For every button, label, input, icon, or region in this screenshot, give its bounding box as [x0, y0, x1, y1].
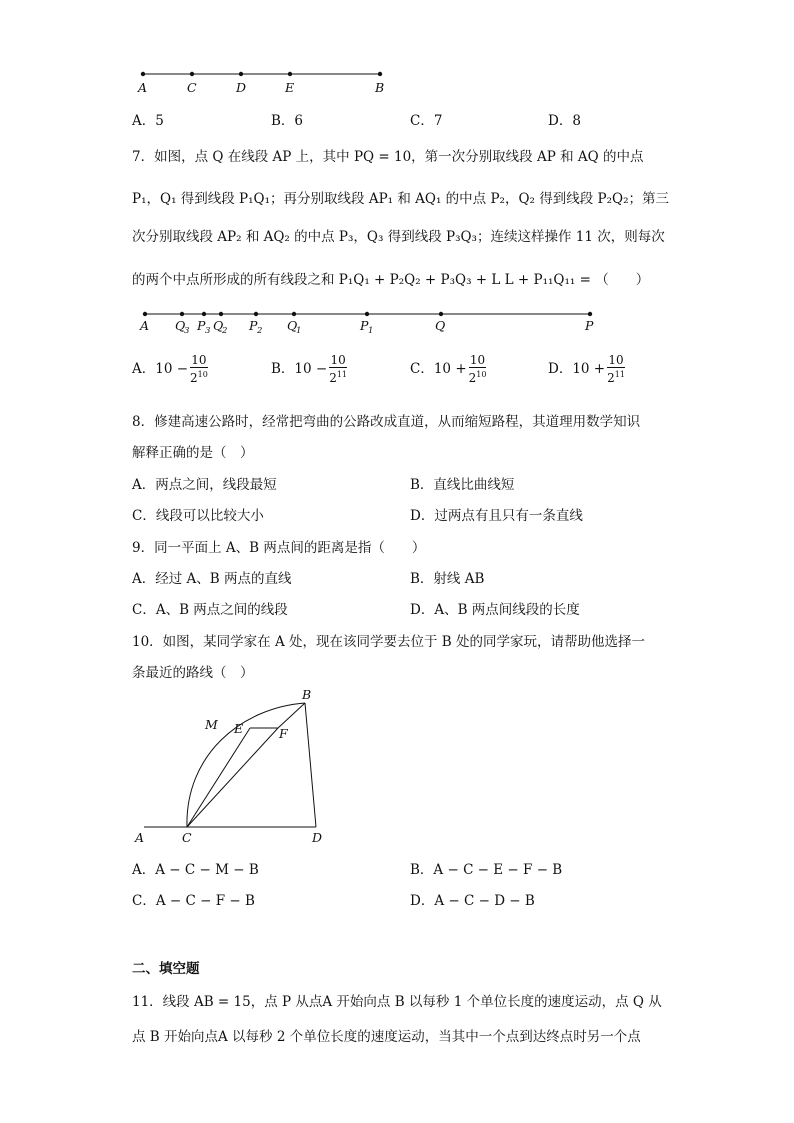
q10-option-d[interactable]: D．A − C − D − B [410, 893, 535, 909]
point-label-c: C [187, 80, 197, 95]
option-letter: D． [548, 361, 573, 377]
fraction-exponent: 11 [614, 370, 625, 379]
fraction-denominator: 2 [190, 371, 198, 385]
q7-label-p1: P [360, 318, 369, 333]
option-base: 10 − [294, 361, 328, 377]
q7-label-p2: P [249, 318, 258, 333]
fraction-denominator: 2 [468, 371, 477, 385]
q10-label-d: D [312, 830, 323, 845]
q6-option-d[interactable]: D．8 [548, 113, 581, 129]
option-letter: C． [410, 361, 434, 377]
q9-option-c[interactable]: C．A、B 两点之间的线段 [132, 602, 288, 618]
q7-option-a[interactable] [132, 354, 208, 385]
fraction [329, 354, 347, 385]
fraction-numerator: 10 [191, 353, 207, 367]
option-base: 10 − [155, 361, 189, 377]
fraction-exponent: 10 [197, 370, 208, 379]
option-base: 10 + [433, 361, 467, 377]
q8-option-a[interactable]: A．两点之间，线段最短 [132, 477, 277, 493]
q7-stem-line4: 的两个中点所形成的所有线段之和 P₁Q₁ + P₂Q₂ + P₃Q₃ + L L + P₁₁Q₁₁ = （ ） [132, 272, 650, 288]
q7-label-q3: Q [175, 318, 186, 333]
fraction-numerator: 10 [330, 353, 346, 367]
q9-option-b[interactable]: B．射线 AB [410, 571, 485, 587]
q9-stem-line1: 9．同一平面上 A、B 两点间的距离是指（ ） [132, 540, 426, 556]
q8-stem-line1: 8．修建高速公路时，经常把弯曲的公路改成直道，从而缩短路程，其道理用数学知识 [132, 414, 641, 430]
q7-stem-line2: P₁，Q₁ 得到线段 P₁Q₁；再分别取线段 AP₁ 和 AQ₁ 的中点 P₂，Q₂ 得到线段 P₂Q₂；第三 [132, 191, 669, 207]
fraction-denominator: 2 [607, 371, 615, 385]
q7-label-q: Q [435, 318, 446, 333]
q8-option-b[interactable]: B．直线比曲线短 [410, 477, 515, 493]
q10-label-f: F [279, 726, 288, 741]
q10-option-c[interactable]: C．A − C − F − B [132, 893, 255, 909]
q9-option-a[interactable]: A．经过 A、B 两点的直线 [132, 571, 292, 587]
point-label-a: A [138, 80, 148, 95]
q10-label-b: B [302, 687, 312, 702]
q7-label-q1-sub: 1 [296, 326, 302, 336]
q8-stem-line2: 解释正确的是（ ） [132, 445, 254, 461]
q10-label-c: C [182, 830, 192, 845]
q10-label-m: M [205, 717, 218, 732]
q7-label-q3-sub: 3 [184, 326, 190, 336]
fraction-exponent: 10 [476, 370, 487, 379]
option-letter: B． [271, 361, 295, 377]
section-title-fill-in: 二、填空题 [132, 961, 200, 977]
q6-segment-figure [130, 62, 400, 98]
point-label-d: D [236, 80, 247, 95]
q9-option-d[interactable]: D．A、B 两点间线段的长度 [410, 602, 580, 618]
point-label-e: E [285, 80, 295, 95]
q7-label-p3-sub: 3 [205, 326, 211, 336]
q6-option-c[interactable]: C．7 [410, 113, 443, 129]
option-letter: A． [132, 361, 156, 377]
q10-label-a: A [135, 830, 145, 845]
fraction-numerator: 10 [608, 353, 624, 367]
q10-option-b[interactable]: B．A − C − E − F − B [410, 862, 563, 878]
q7-label-q2-sub: 2 [222, 326, 228, 336]
option-base: 10 + [572, 361, 606, 377]
fraction [469, 354, 487, 385]
q7-stem-line1: 7．如图，点 Q 在线段 AP 上，其中 PQ = 10，第一次分别取线段 AP 和 AQ 的中点 [132, 149, 644, 165]
fraction-exponent: 11 [336, 370, 348, 379]
q7-option-c[interactable] [410, 354, 486, 385]
q7-label-a: A [140, 318, 150, 333]
q10-option-a[interactable]: A．A − C − M − B [132, 862, 259, 878]
q6-option-a[interactable]: A．5 [132, 113, 164, 129]
q11-stem-line2: 点 B 开始向点A 以每秒 2 个单位长度的速度运动，当其中一个点到达终点时另一个点 [132, 1029, 641, 1045]
q6-option-b[interactable]: B．6 [271, 113, 304, 129]
q7-option-d[interactable] [548, 354, 625, 385]
q7-label-p: P [585, 318, 594, 333]
q8-option-c[interactable]: C．线段可以比较大小 [132, 508, 264, 524]
q7-label-q1: Q [287, 318, 298, 333]
q7-stem-line3: 次分别取线段 AP₂ 和 AQ₂ 的中点 P₃，Q₃ 得到线段 P₃Q₃；连续这样操作 11 次，则每次 [132, 229, 665, 245]
q10-stem-line1: 10．如图，某同学家在 A 处，现在该同学要去位于 B 处的同学家玩，请帮助他选择一 [132, 634, 646, 650]
fraction [190, 354, 208, 385]
q7-option-b[interactable] [271, 354, 347, 385]
q7-label-p2-sub: 2 [257, 326, 263, 336]
q10-label-e: E [234, 721, 244, 736]
q7-label-q2: Q [213, 318, 224, 333]
fraction-numerator: 10 [469, 353, 486, 367]
q7-label-p3: P [197, 318, 206, 333]
q10-route-figure [130, 686, 340, 850]
fraction-denominator: 2 [329, 371, 337, 385]
q11-stem-line1: 11．线段 AB = 15，点 P 从点A 开始向点 B 以每秒 1 个单位长度的速度运动，点 Q 从 [132, 994, 662, 1010]
fraction [607, 354, 625, 385]
point-label-b: B [375, 80, 385, 95]
q7-segment-figure [135, 304, 605, 338]
q8-option-d[interactable]: D．过两点有且只有一条直线 [410, 508, 583, 524]
q10-stem-line2: 条最近的路线（ ） [132, 665, 254, 681]
q7-label-p1-sub: 1 [368, 326, 374, 336]
